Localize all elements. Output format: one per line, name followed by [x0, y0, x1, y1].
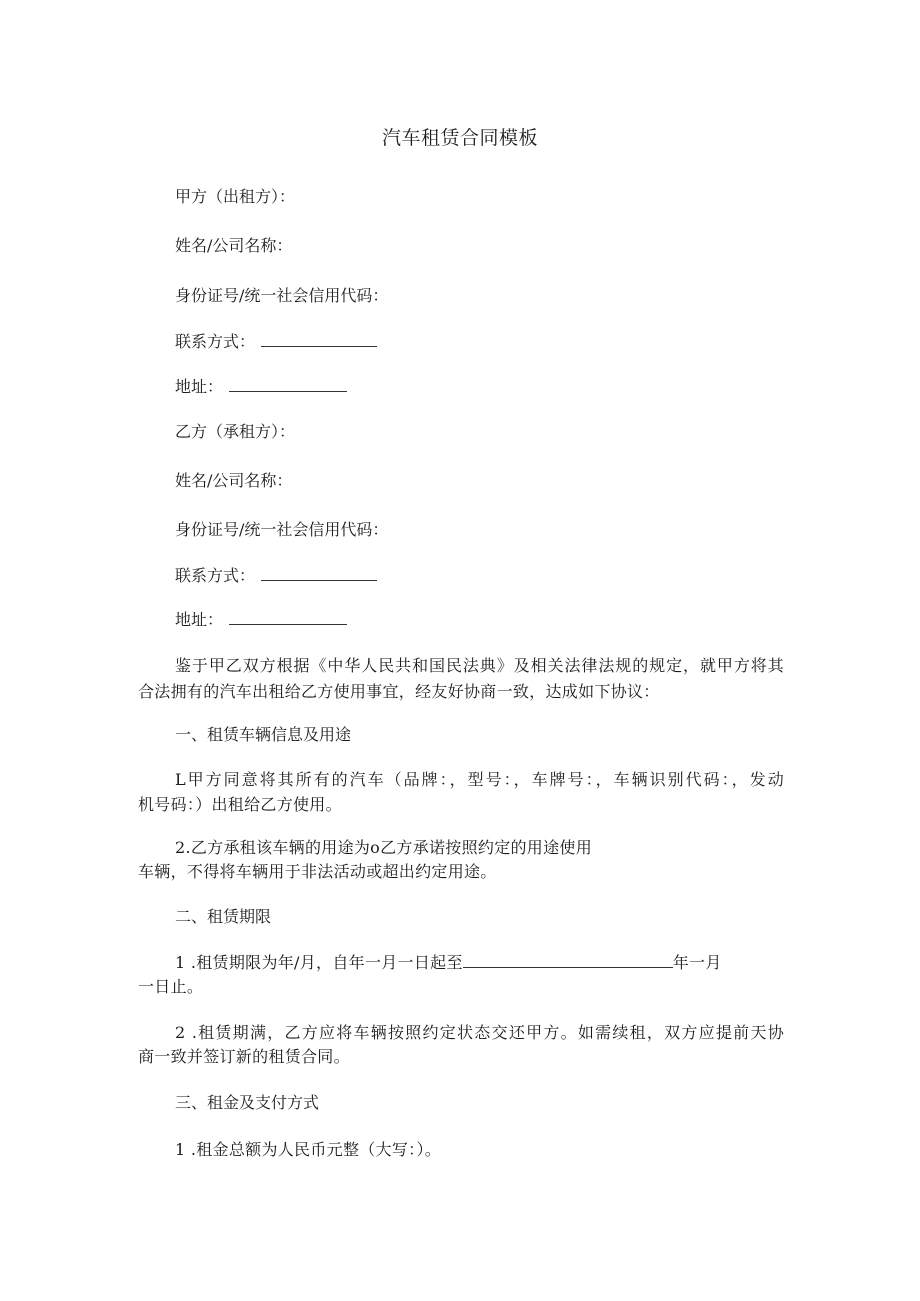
preamble-line-1: 鉴于甲乙双方根据《中华人民共和国民法典》及相关法律法规的规定，就甲方将其 [175, 656, 784, 675]
party-a-heading: 甲方（出租方）： [175, 187, 296, 206]
section-2-heading: 二、租赁期限 [175, 907, 272, 926]
party-b-contact-blank[interactable] [261, 566, 377, 581]
party-a-address-label: 地址： [175, 377, 224, 396]
party-b-contact-label: 联系方式： [175, 566, 256, 585]
section-1-item-1-line-2: 机号码：）出租给乙方使用。 [138, 795, 342, 814]
section-1-item-2-line-2: 车辆，不得将车辆用于非法活动或超出约定用途。 [138, 862, 497, 881]
section-1-item-2-line-1: 2.乙方承租该车辆的用途为o乙方承诺按照约定的用途使用 [175, 838, 592, 857]
party-b-name-label: 姓名/公司名称： [175, 471, 293, 490]
section-2-item-1-line-2: 一日止。 [138, 977, 204, 996]
party-b-id-label: 身份证号/统一社会信用代码： [175, 520, 389, 539]
party-b-contact-row [175, 566, 377, 586]
section-1-item-1-line-1: L甲方同意将其所有的汽车（品牌：，型号：，车牌号：，车辆识别代码：，发动 [175, 770, 784, 789]
section-1-heading: 一、租赁车辆信息及用途 [175, 725, 352, 744]
party-b-heading: 乙方（承租方）： [175, 422, 296, 441]
section-2-item-1-text-b: 年一月 [672, 953, 722, 972]
preamble-line-2: 合法拥有的汽车出租给乙方使用事宜，经友好协商一致，达成如下协议： [138, 682, 660, 701]
section-2-item-2-line-1: 2 .租赁期满，乙方应将车辆按照约定状态交还甲方。如需续租，双方应提前天协 [175, 1023, 784, 1042]
document-title: 汽车租赁合同模板 [381, 127, 538, 149]
party-a-contact-label: 联系方式： [175, 332, 256, 351]
section-2-item-1-line-1 [175, 953, 722, 973]
party-b-address-blank[interactable] [229, 610, 347, 625]
section-3-item-1-line-1: 1 .租金总额为人民币元整（大写：）。 [175, 1140, 442, 1159]
party-b-address-row [175, 610, 347, 630]
section-2-item-1-text-a: 1 .租赁期限为年/月，自年一月一日起至 [175, 953, 463, 972]
party-a-name-label: 姓名/公司名称： [175, 236, 293, 255]
party-a-address-row [175, 377, 347, 397]
party-a-id-label: 身份证号/统一社会信用代码： [175, 286, 389, 305]
section-3-heading: 三、租金及支付方式 [175, 1093, 320, 1112]
party-a-contact-row [175, 332, 377, 352]
party-a-address-blank[interactable] [229, 377, 347, 392]
section-2-item-2-line-2: 商一致并签订新的租赁合同。 [138, 1047, 350, 1066]
party-b-address-label: 地址： [175, 610, 224, 629]
party-a-contact-blank[interactable] [261, 332, 377, 347]
lease-end-year-blank[interactable] [463, 953, 673, 968]
